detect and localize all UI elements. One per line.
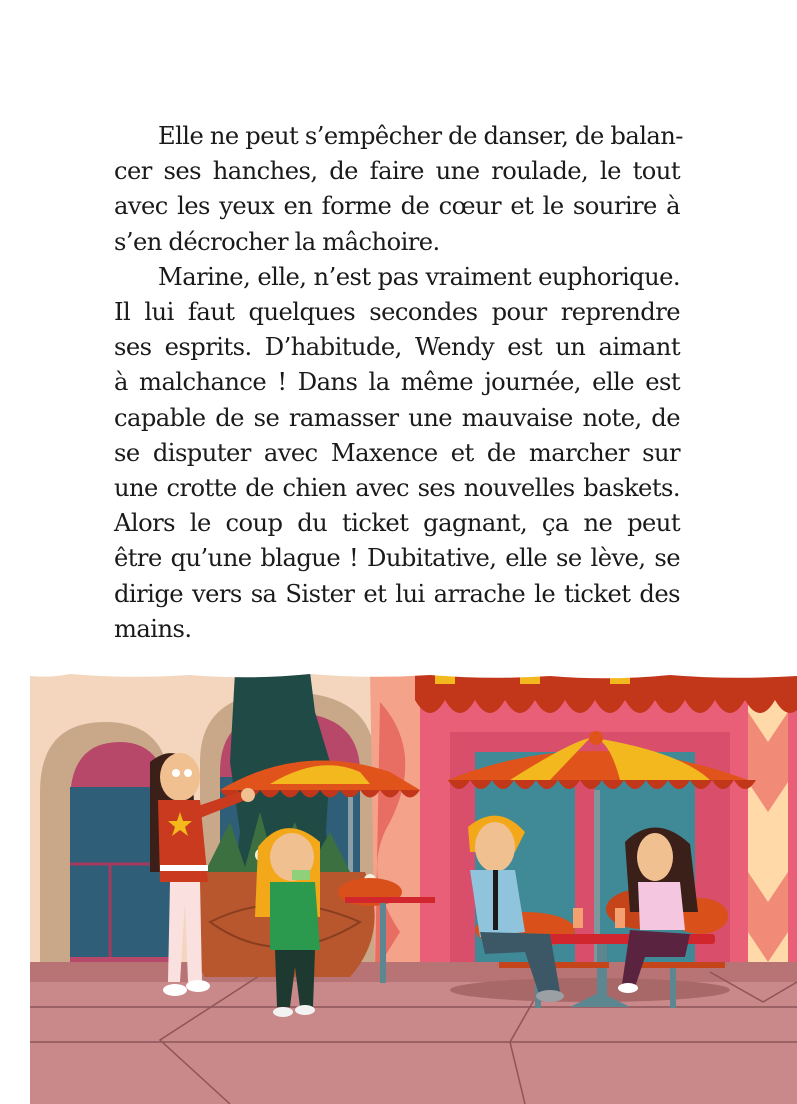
text-line: Il lui faut quelques secondes pour reprendre xyxy=(114,298,680,327)
text-line: être qu’une blague ! Dubitative, elle se lève, se xyxy=(114,544,680,573)
text-line: dirige vers sa Sister et lui arrache le ticket des xyxy=(114,579,680,608)
text-line: Alors le coup du ticket gagnant, ça ne peut xyxy=(114,509,680,538)
text-line: capable de se ramasser une mauvaise note, de xyxy=(114,403,680,432)
text-line: Elle ne peut s’empêcher de danser, de balan- xyxy=(158,122,683,150)
text-line: Marine, elle, n’est pas vraiment euphorique. xyxy=(158,262,680,291)
text-line: mains. xyxy=(114,614,192,643)
text-line: avec les yeux en forme de cœur et le sourire à xyxy=(114,192,680,221)
lottery-ticket xyxy=(292,870,310,880)
text-line: à malchance ! Dans la même journée, elle est xyxy=(114,368,680,397)
paragraph-1 xyxy=(114,119,683,260)
text-line: une crotte de chien avec ses nouvelles baskets. xyxy=(114,474,680,503)
cafe-scene-illustration xyxy=(30,672,797,1104)
paragraph-2 xyxy=(114,260,680,647)
text-line: s’en décrocher la mâchoire. xyxy=(114,227,440,256)
story-text xyxy=(114,119,683,647)
text-line: ses esprits. D’habitude, Wendy est un aimant xyxy=(114,333,680,362)
text-line: se disputer avec Maxence et de marcher sur xyxy=(114,438,680,467)
text-line: cer ses hanches, de faire une roulade, le tout xyxy=(114,157,680,186)
